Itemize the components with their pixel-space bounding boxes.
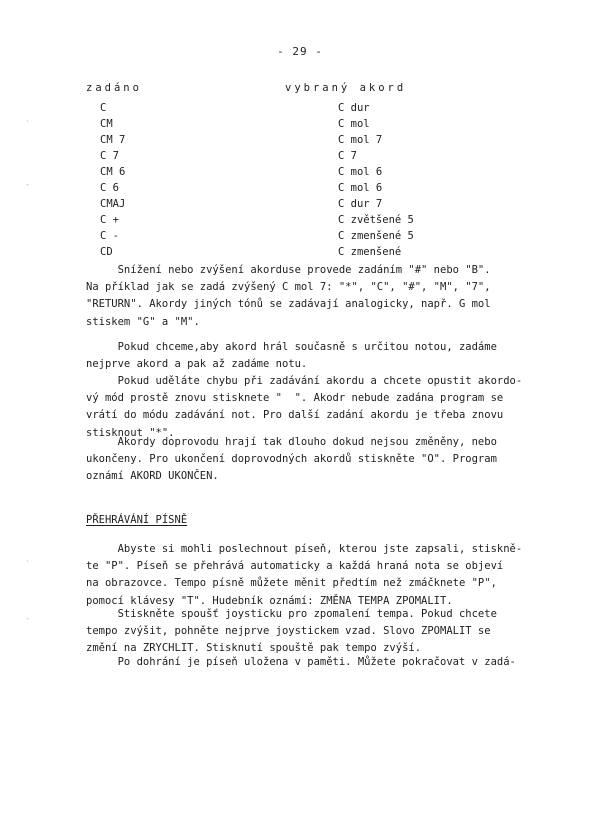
chord-result-item: C zmenšené 5	[338, 230, 414, 242]
chord-result-item: C zvětšené 5	[338, 214, 414, 226]
chord-result-list	[338, 100, 414, 260]
text-line: na obrazovce. Tempo písně můžete měnit předtím než zmáčknete "P",	[86, 577, 497, 590]
text-line: Stiskněte spoušť joysticku pro zpomalení tempa. Pokud chcete	[86, 608, 497, 620]
text-line: pomocí klávesy "T". Hudebník oznámí: ZMĚNA TEMPA ZPOMALIT.	[86, 594, 453, 607]
chord-input-item: CMAJ	[100, 198, 126, 210]
margin-mark: -	[26, 614, 30, 624]
chord-result-item: C mol 6	[338, 182, 383, 194]
page-number: - 29 -	[277, 45, 323, 58]
chord-input-item: C	[100, 102, 107, 114]
text-line: stiskem "G" a "M".	[86, 315, 200, 328]
text-line: Na příklad jak se zadá zvýšený C mol 7: "*", "C", "#", "M", "7",	[86, 281, 491, 294]
chord-input-item: CM	[100, 118, 113, 130]
chord-input-item: CM 7	[100, 134, 126, 146]
chord-result-item: C mol	[338, 118, 370, 130]
text-line: vý mód prostě znovu stisknete " ". Akodr nebude zadána program se	[86, 392, 504, 405]
text-line: tempo zvýšit, pohněte nejprve joystickem vzad. Slovo ZPOMALIT se	[86, 625, 491, 638]
paragraph-chord-with-note	[86, 339, 516, 373]
chord-result-item: C dur	[338, 102, 370, 114]
text-line: nejprve akord a pak až zadáme notu.	[86, 358, 308, 371]
margin-mark: -	[26, 180, 30, 190]
text-line: oznámí AKORD UKONČEN.	[86, 470, 219, 483]
text-line: Po dohrání je píseň uložena v paměti. Můžete pokračovat v zadá-	[86, 656, 516, 668]
chord-result-item: C dur 7	[338, 198, 383, 210]
margin-mark: ·	[26, 557, 29, 567]
text-line: Pokud chceme,aby akord hrál současně s určitou notou, zadáme	[86, 341, 497, 353]
chord-result-item: C 7	[338, 150, 357, 162]
margin-mark: ·	[26, 117, 29, 127]
column-header-input: zadáno	[86, 82, 142, 94]
text-line: Pokud uděláte chybu při zadávání akordu a chcete opustit akordo-	[86, 375, 523, 387]
text-line: Snížení nebo zvýšení akorduse provede zadáním "#" nebo "B".	[86, 264, 491, 276]
paragraph-tempo	[86, 606, 516, 658]
chord-result-item: C zmenšené	[338, 246, 402, 258]
chord-input-list	[100, 100, 125, 260]
chord-input-item: C 6	[100, 182, 119, 194]
chord-input-item: CM 6	[100, 166, 126, 178]
chord-input-item: C -	[100, 230, 119, 242]
text-line: ukončeny. Pro ukončení doprovodných akordů stiskněte "O". Program	[86, 453, 497, 466]
chord-input-item: C 7	[100, 150, 119, 162]
section-title: PŘEHRÁVÁNÍ PÍSNĚ	[86, 514, 188, 526]
chord-input-item: C +	[100, 214, 119, 226]
text-line: změní na ZRYCHLIT. Stisknutí spouště pak tempo zvýší.	[86, 642, 422, 655]
chord-input-item: CD	[100, 246, 113, 258]
chord-result-item: C mol 7	[338, 134, 383, 146]
paragraph-accompaniment	[86, 434, 516, 486]
column-header-chord: vybraný akord	[285, 82, 407, 94]
text-line: Akordy doprovodu hrají tak dlouho dokud nejsou změněny, nebo	[86, 436, 497, 448]
paragraph-chord-error	[86, 373, 523, 442]
paragraph-playback	[86, 541, 523, 610]
text-line: te "P". Píseň se přehrává automaticky a každá hraná nota se objeví	[86, 560, 504, 573]
paragraph-sharp-flat	[86, 262, 516, 331]
text-line: "RETURN". Akordy jiných tónů se zadávají analogicky, např. G mol	[86, 298, 491, 311]
chord-result-item: C mol 6	[338, 166, 383, 178]
text-line: Abyste si mohli poslechnout píseň, kterou jste zapsali, stiskně-	[86, 543, 523, 555]
text-line: stisknout "*".	[86, 426, 175, 439]
paragraph-after-playback	[86, 654, 516, 671]
text-line: vrátí do módu zadávání not. Pro další zadání akordu je třeba znovu	[86, 409, 504, 422]
